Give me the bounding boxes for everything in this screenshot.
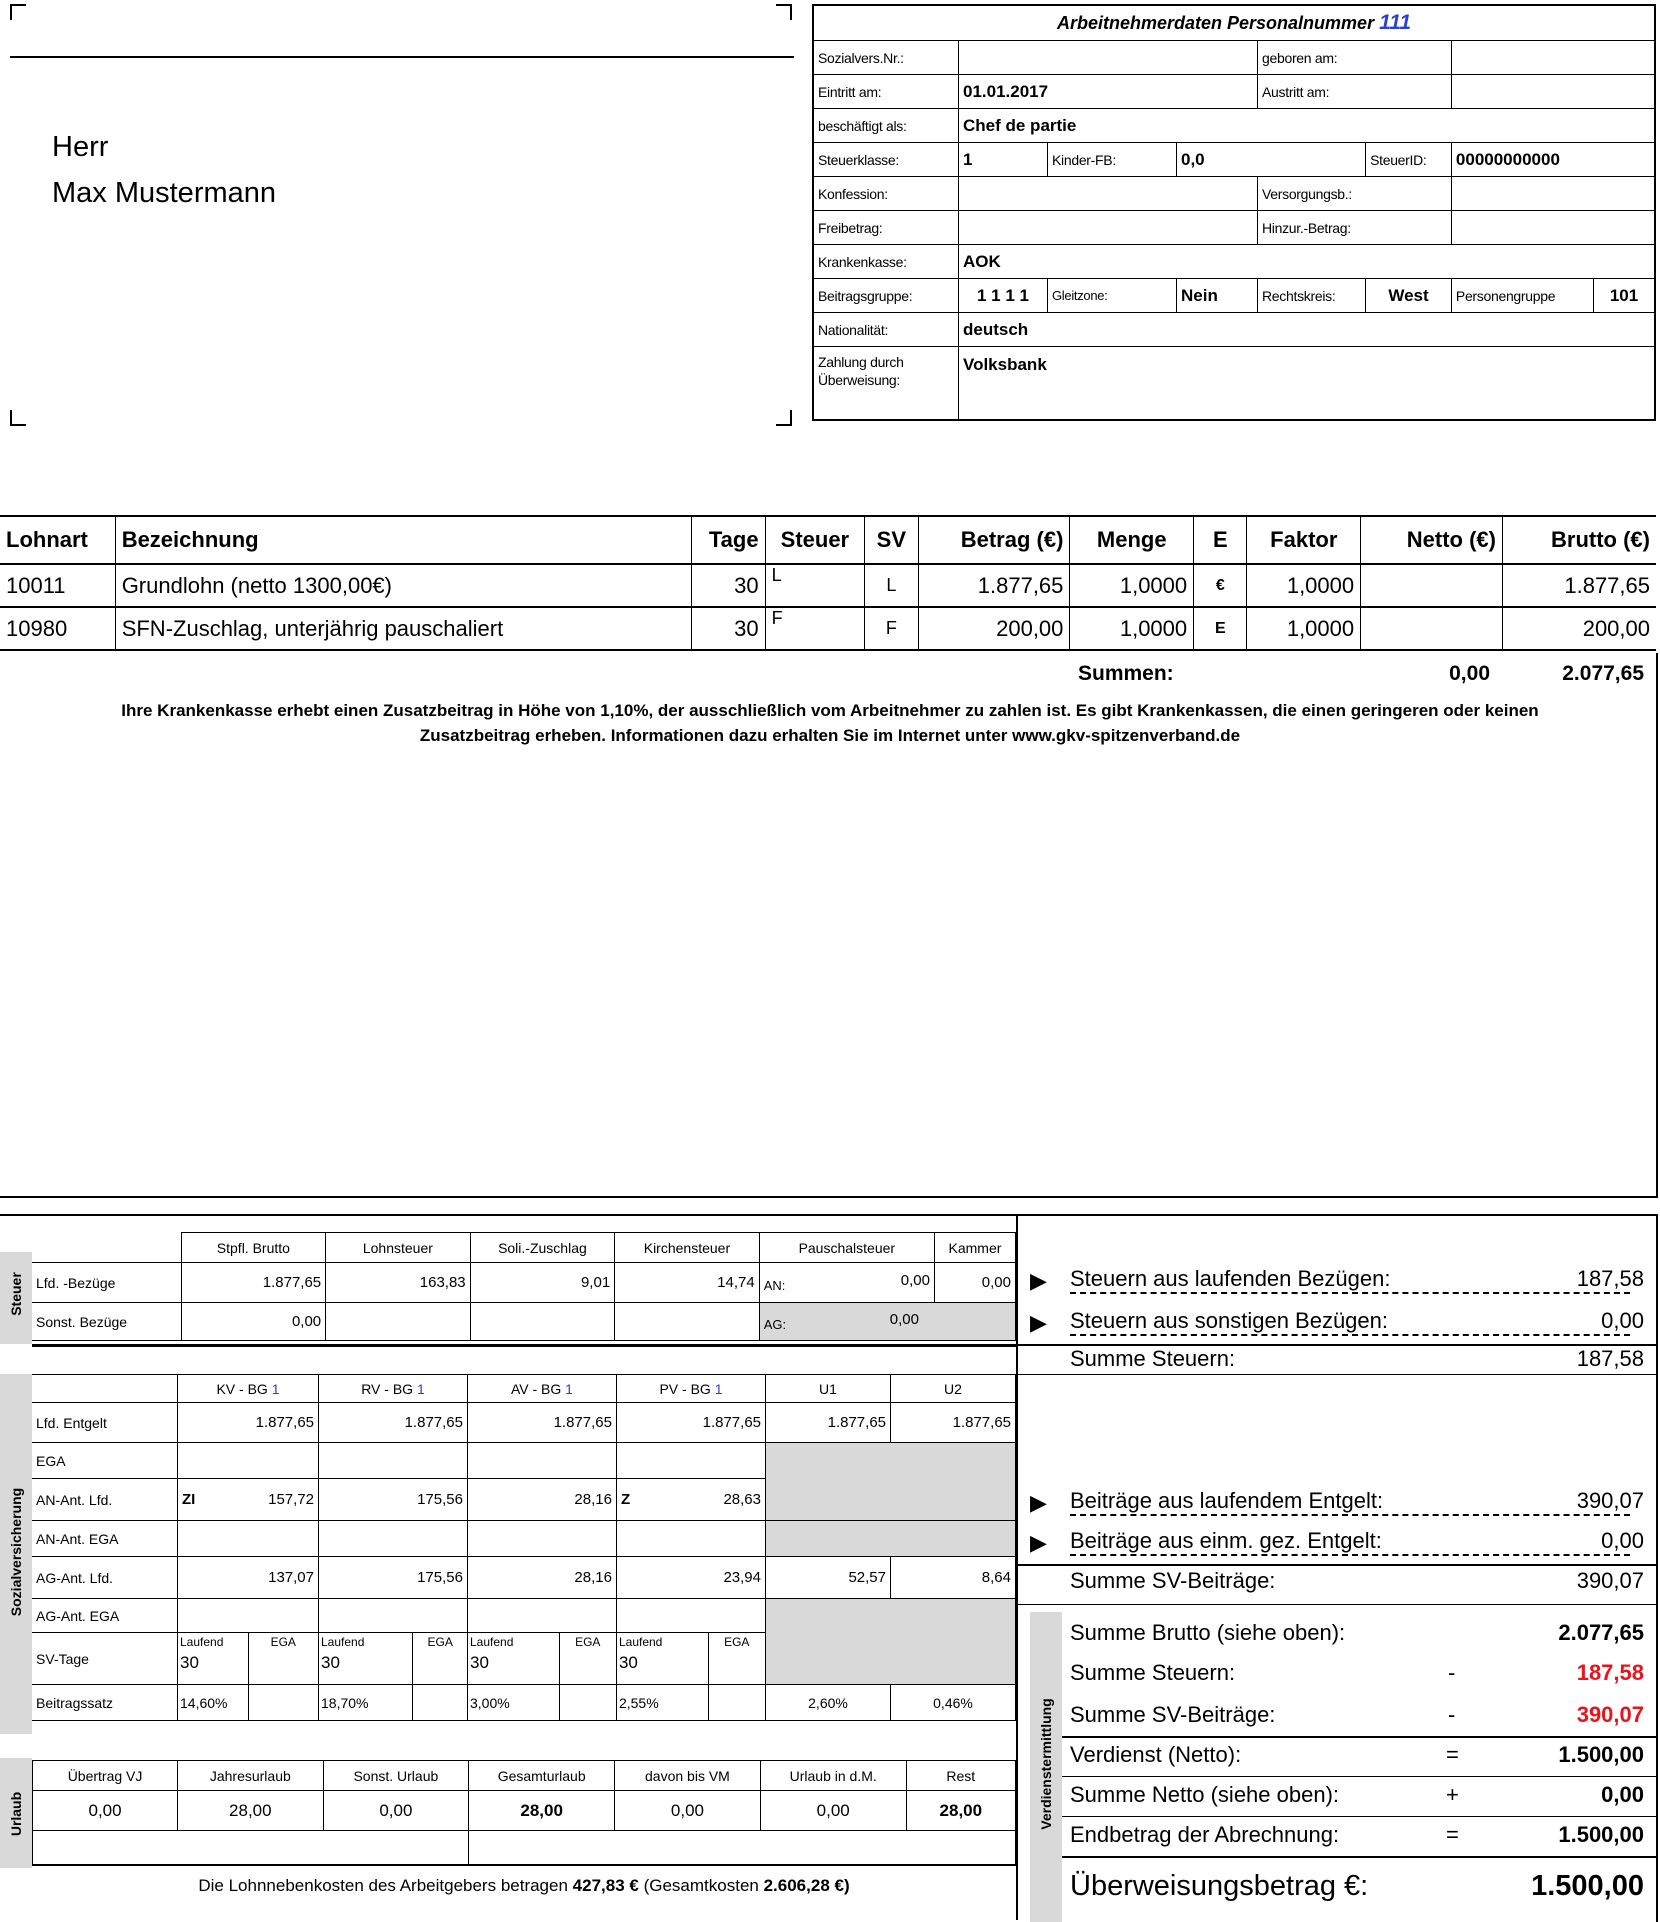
col-kammer: Kammer: [934, 1233, 1015, 1263]
urlaub-sonst: 0,00: [323, 1791, 469, 1831]
col-rest: Rest: [906, 1761, 1015, 1791]
col-bezeichnung: Bezeichnung: [115, 516, 691, 564]
row-tage: 30: [692, 607, 765, 650]
endbetrag-value: 1.500,00: [1558, 1822, 1644, 1847]
row-e: €: [1194, 564, 1247, 607]
bottom-divider: [1016, 1214, 1018, 1920]
an-lfd-kv: ZI 157,72: [178, 1479, 319, 1521]
employee-data-table: [812, 4, 1656, 421]
satz-rv: 18,70%: [319, 1685, 413, 1721]
col-sv: SV: [865, 516, 918, 564]
pauschal-ag-label: AG:: [763, 1317, 787, 1332]
summe-sv2-op: -: [1448, 1702, 1456, 1727]
col-lohnsteuer: Lohnsteuer: [326, 1233, 471, 1263]
tax-class-label: Steuerklasse:: [813, 143, 959, 177]
divider: [1062, 1856, 1656, 1858]
row-e: E: [1194, 607, 1247, 650]
arrow-icon: ▶: [1030, 1530, 1047, 1555]
pay-value: Volksbank: [959, 347, 1656, 421]
freibetrag-label: Freibetrag:: [813, 211, 959, 245]
row-faktor: 1,0000: [1247, 564, 1361, 607]
satz-u2: 0,46%: [891, 1685, 1016, 1721]
gleit-value: Nein: [1177, 279, 1258, 313]
summe-steuern-value: 187,58: [1576, 1346, 1644, 1371]
ueberweisung-label: Überweisungsbetrag €:: [1070, 1870, 1369, 1902]
konfession-label: Konfession:: [813, 177, 959, 211]
row-tage: 30: [692, 564, 765, 607]
ag-lfd-rv: 175,56: [319, 1557, 468, 1599]
ag-lfd-u2: 8,64: [891, 1557, 1016, 1599]
row-netto: [1361, 564, 1503, 607]
summe-netto-op: +: [1446, 1782, 1459, 1807]
col-kv: KV - BG 1: [178, 1375, 319, 1403]
an-ant-ega-label: AN-Ant. EGA: [32, 1521, 178, 1557]
address-salutation: Herr: [52, 131, 109, 163]
kinder-label: Kinder-FB:: [1048, 143, 1177, 177]
sv-nr-label: Sozialvers.Nr.:: [813, 41, 959, 75]
svtage-rv-ega: EGA: [413, 1633, 468, 1685]
sonst-brutto: 0,00: [181, 1303, 326, 1341]
nat-label: Nationalität:: [813, 313, 959, 347]
svtage-av-ega: EGA: [559, 1633, 616, 1685]
col-soli: Soli.-Zuschlag: [470, 1233, 615, 1263]
col-davon-bis-vm: davon bis VM: [615, 1761, 761, 1791]
corner-mark-bottom-left: [10, 410, 26, 426]
zusatzbeitrag-note: Ihre Krankenkasse erhebt einen Zusatzbeitrag in Höhe von 1,10%, der ausschließlich vom Arbeitnehmer zu zahlen ist. Es gibt Krankenkassen, die einen geringeren oder keinen Zusatzbeitrag erheben. Informationen dazu erhalten Sie im Internet unter www.gkv-spitzenverband.de: [121, 701, 1539, 745]
kinder-value: 0,0: [1177, 143, 1366, 177]
recht-value: West: [1366, 279, 1452, 313]
steuern-sonst-value: 0,00: [1601, 1308, 1644, 1333]
summe-sv-label: Summe SV-Beiträge:: [1070, 1568, 1276, 1593]
pauschal-an-label: AN:: [763, 1278, 786, 1293]
col-tage: Tage: [692, 516, 765, 564]
pg-value: 101: [1594, 279, 1656, 313]
sv-nr-value: [959, 41, 1258, 75]
verdienst-netto-op: =: [1446, 1742, 1459, 1767]
sum-label: Summen:: [1078, 662, 1174, 685]
summe-netto-value: 0,00: [1601, 1782, 1644, 1807]
summe-brutto-value: 2.077,65: [1558, 1620, 1644, 1645]
freibetrag-value: [959, 211, 1258, 245]
summe-netto-label: Summe Netto (siehe oben):: [1070, 1782, 1340, 1807]
row-betrag: 1.877,65: [918, 564, 1070, 607]
pauschal-an-value: 0,00: [900, 1272, 930, 1289]
verdienst-netto-label: Verdienst (Netto):: [1070, 1742, 1242, 1767]
summe-steuern2-value: 187,58: [1576, 1660, 1644, 1685]
steuerid-label: SteuerID:: [1366, 143, 1452, 177]
footer-amount: 427,83 €: [572, 1876, 639, 1895]
ag-lfd-u1: 52,57: [766, 1557, 891, 1599]
col-gesamturlaub: Gesamturlaub: [469, 1761, 615, 1791]
row-faktor: 1,0000: [1247, 607, 1361, 650]
born-label: geboren am:: [1258, 41, 1452, 75]
sender-line: [10, 56, 794, 58]
content-box-border: [0, 653, 1658, 1198]
row-brutto: 1.877,65: [1502, 564, 1656, 607]
sv-table: [32, 1374, 1016, 1721]
lfd-kv: 1.877,65: [178, 1403, 319, 1443]
divider: [1016, 1564, 1656, 1566]
wage-table: [0, 515, 1656, 651]
svtage-pv-ega: EGA: [708, 1633, 765, 1685]
col-sonst-urlaub: Sonst. Urlaub: [323, 1761, 469, 1791]
pauschal-ag-value: 0,00: [889, 1311, 919, 1328]
steuer-table: [32, 1232, 1016, 1341]
row-brutto: 200,00: [1502, 607, 1656, 650]
row-lohnart: 10011: [0, 564, 115, 607]
exit-value: [1451, 75, 1655, 109]
nat-value: deutsch: [959, 313, 1656, 347]
row-menge: 1,0000: [1070, 564, 1194, 607]
col-av: AV - BG 1: [467, 1375, 616, 1403]
col-u1: U1: [766, 1375, 891, 1403]
col-menge: Menge: [1070, 516, 1194, 564]
summe-steuern2-op: -: [1448, 1660, 1456, 1685]
ag-lfd-kv: 137,07: [178, 1557, 319, 1599]
pg-label: Personengruppe: [1451, 279, 1593, 313]
hinzur-value: [1451, 211, 1655, 245]
lfd-bezuege-label: Lfd. -Bezüge: [32, 1263, 181, 1303]
bg-label: Beitragsgruppe:: [813, 279, 959, 313]
satz-kv: 14,60%: [178, 1685, 249, 1721]
summe-brutto-label: Summe Brutto (siehe oben):: [1070, 1620, 1346, 1645]
col-u2: U2: [891, 1375, 1016, 1403]
recht-label: Rechtskreis:: [1258, 279, 1366, 313]
footer-text: Die Lohnnebenkosten des Arbeitgebers betragen: [198, 1876, 568, 1895]
urlaub-uebertrag: 0,00: [33, 1791, 178, 1831]
col-stpfl-brutto: Stpfl. Brutto: [181, 1233, 326, 1263]
steuern-sonst-label: Steuern aus sonstigen Bezügen:: [1070, 1308, 1630, 1336]
pauschal-an: [759, 1263, 934, 1303]
hinzur-label: Hinzur.-Betrag:: [1258, 211, 1452, 245]
corner-mark-top-right: [776, 4, 792, 20]
urlaub-table: [32, 1760, 1016, 1866]
employed-value: Chef de partie: [959, 109, 1656, 143]
sv-tage-label: SV-Tage: [32, 1633, 178, 1685]
summe-sv-value: 390,07: [1576, 1568, 1644, 1593]
row-sv: L: [865, 564, 918, 607]
urlaub-side-label: Urlaub: [8, 1791, 24, 1837]
beitragssatz-label: Beitragssatz: [32, 1685, 178, 1721]
sum-brutto: 2.077,65: [1562, 662, 1644, 685]
svtage-pv: Laufend 30: [616, 1633, 708, 1685]
row-steuer: F: [765, 607, 865, 650]
col-kirchensteuer: Kirchensteuer: [615, 1233, 760, 1263]
lfd-u2: 1.877,65: [891, 1403, 1016, 1443]
beitraege-einm-value: 0,00: [1601, 1528, 1644, 1553]
lfd-lohnsteuer: 163,83: [326, 1263, 471, 1303]
ueberweisung-value: 1.500,00: [1531, 1870, 1644, 1902]
an-lfd-rv: 175,56: [319, 1479, 468, 1521]
divider: [1016, 1604, 1656, 1605]
row-sv: F: [865, 607, 918, 650]
summe-steuern-label: Summe Steuern:: [1070, 1346, 1236, 1371]
kk-label: Krankenkasse:: [813, 245, 959, 279]
steuer-side-label: Steuer: [8, 1272, 24, 1316]
urlaub-davon: 0,00: [615, 1791, 761, 1831]
lfd-av: 1.877,65: [467, 1403, 616, 1443]
svtage-kv: Laufend 30: [178, 1633, 249, 1685]
steuern-lfd-value: 187,58: [1540, 1266, 1644, 1292]
arrow-icon: ▶: [1030, 1490, 1047, 1515]
summe-sv2-value: 390,07: [1576, 1702, 1644, 1727]
row-betrag: 200,00: [918, 607, 1070, 650]
row-bezeichnung: SFN-Zuschlag, unterjährig pauschaliert: [115, 607, 691, 650]
pauschal-ag: [759, 1303, 1015, 1341]
beitraege-lfd-value: 390,07: [1576, 1488, 1644, 1513]
versorgung-value: [1451, 177, 1655, 211]
ag-lfd-av: 28,16: [467, 1557, 616, 1599]
row-menge: 1,0000: [1070, 607, 1194, 650]
ega-label: EGA: [32, 1443, 178, 1479]
lfd-brutto: 1.877,65: [181, 1263, 326, 1303]
versorgung-label: Versorgungsb.:: [1258, 177, 1452, 211]
kammer-value: 0,00: [934, 1263, 1015, 1303]
beitraege-lfd-label: Beiträge aus laufendem Entgelt:: [1070, 1488, 1630, 1516]
employee-title: Arbeitnehmerdaten Personalnummer 111: [813, 5, 1655, 41]
sonst-bezuege-label: Sonst. Bezüge: [32, 1303, 181, 1341]
col-rv: RV - BG 1: [319, 1375, 468, 1403]
col-steuer: Steuer: [765, 516, 865, 564]
col-pauschalsteuer: Pauschalsteuer: [759, 1233, 934, 1263]
footer-ges-label: (Gesamtkosten: [643, 1876, 759, 1895]
row-netto: [1361, 607, 1503, 650]
svtage-kv-ega: EGA: [248, 1633, 319, 1685]
col-urlaub-dm: Urlaub in d.M.: [760, 1761, 906, 1791]
col-netto: Netto (€): [1361, 516, 1503, 564]
corner-mark-top-left: [10, 4, 26, 20]
lohnnebenkosten-note: [32, 1876, 1016, 1896]
divider: [1062, 1776, 1656, 1777]
divider: [1016, 1374, 1656, 1375]
wage-header-row: [0, 516, 1656, 564]
personal-number: 111: [1379, 11, 1412, 34]
table-row: [0, 564, 1656, 607]
sum-netto: 0,00: [1449, 662, 1490, 685]
ag-ant-lfd-label: AG-Ant. Lfd.: [32, 1557, 178, 1599]
arrow-icon: ▶: [1030, 1310, 1047, 1335]
steuerid-value: 00000000000: [1451, 143, 1655, 177]
col-faktor: Faktor: [1247, 516, 1361, 564]
address-name: Max Mustermann: [52, 177, 277, 209]
employed-label: beschäftigt als:: [813, 109, 959, 143]
lfd-pv: 1.877,65: [616, 1403, 765, 1443]
corner-mark-bottom-right: [776, 410, 792, 426]
gleit-label: Gleitzone:: [1048, 279, 1177, 313]
summe-steuern2-label: Summe Steuern:: [1070, 1660, 1236, 1685]
col-e: E: [1194, 516, 1247, 564]
sv-side-label: Sozialversicherung: [8, 1487, 24, 1617]
exit-label: Austritt am:: [1258, 75, 1452, 109]
lfd-rv: 1.877,65: [319, 1403, 468, 1443]
an-lfd-pv: Z 28,63: [616, 1479, 765, 1521]
urlaub-jahresurlaub: 28,00: [178, 1791, 323, 1831]
an-lfd-av: 28,16: [467, 1479, 616, 1521]
endbetrag-op: =: [1446, 1822, 1459, 1847]
col-lohnart: Lohnart: [0, 516, 115, 564]
satz-av: 3,00%: [467, 1685, 559, 1721]
born-value: [1451, 41, 1655, 75]
steuern-lfd-label: Steuern aus laufenden Bezügen:: [1070, 1266, 1630, 1294]
ag-lfd-pv: 23,94: [616, 1557, 765, 1599]
bg-value: 1 1 1 1: [959, 279, 1048, 313]
tax-class-value: 1: [959, 143, 1048, 177]
svtage-av: Laufend 30: [467, 1633, 559, 1685]
arrow-icon: ▶: [1030, 1268, 1047, 1293]
footer-ges-value: 2.606,28 €): [763, 1876, 850, 1895]
table-row: [0, 607, 1656, 650]
pay-label: Zahlung durch Überweisung:: [813, 347, 959, 421]
satz-u1: 2,60%: [766, 1685, 891, 1721]
divider: [1062, 1736, 1656, 1738]
endbetrag-label: Endbetrag der Abrechnung:: [1070, 1822, 1340, 1847]
summe-sv2-label: Summe SV-Beiträge:: [1070, 1702, 1276, 1727]
ag-ant-ega-label: AG-Ant. EGA: [32, 1599, 178, 1633]
col-jahresurlaub: Jahresurlaub: [178, 1761, 323, 1791]
col-brutto: Brutto (€): [1502, 516, 1656, 564]
verdienst-side-label: Verdienstermittlung: [1038, 1698, 1054, 1830]
col-betrag: Betrag (€): [918, 516, 1070, 564]
lfd-soli: 9,01: [470, 1263, 615, 1303]
konfession-value: [959, 177, 1258, 211]
entry-value: 01.01.2017: [959, 75, 1258, 109]
divider: [1062, 1816, 1656, 1817]
satz-pv: 2,55%: [616, 1685, 708, 1721]
kk-value: AOK: [959, 245, 1656, 279]
verdienst-netto-value: 1.500,00: [1558, 1742, 1644, 1767]
urlaub-dm: 0,00: [760, 1791, 906, 1831]
urlaub-gesamt: 28,00: [469, 1791, 615, 1831]
entry-label: Eintritt am:: [813, 75, 959, 109]
urlaub-rest: 28,00: [906, 1791, 1015, 1831]
lfd-u1: 1.877,65: [766, 1403, 891, 1443]
col-pv: PV - BG 1: [616, 1375, 765, 1403]
lfd-entgelt-label: Lfd. Entgelt: [32, 1403, 178, 1443]
col-uebertrag: Übertrag VJ: [33, 1761, 178, 1791]
svtage-rv: Laufend 30: [319, 1633, 413, 1685]
an-ant-lfd-label: AN-Ant. Lfd.: [32, 1479, 178, 1521]
row-bezeichnung: Grundlohn (netto 1300,00€): [115, 564, 691, 607]
steuer-bottom-line: [32, 1344, 1016, 1347]
row-lohnart: 10980: [0, 607, 115, 650]
row-steuer: L: [765, 564, 865, 607]
address-block: [52, 124, 276, 216]
beitraege-einm-label: Beiträge aus einm. gez. Entgelt:: [1070, 1528, 1630, 1556]
lfd-kirchensteuer: 14,74: [615, 1263, 760, 1303]
